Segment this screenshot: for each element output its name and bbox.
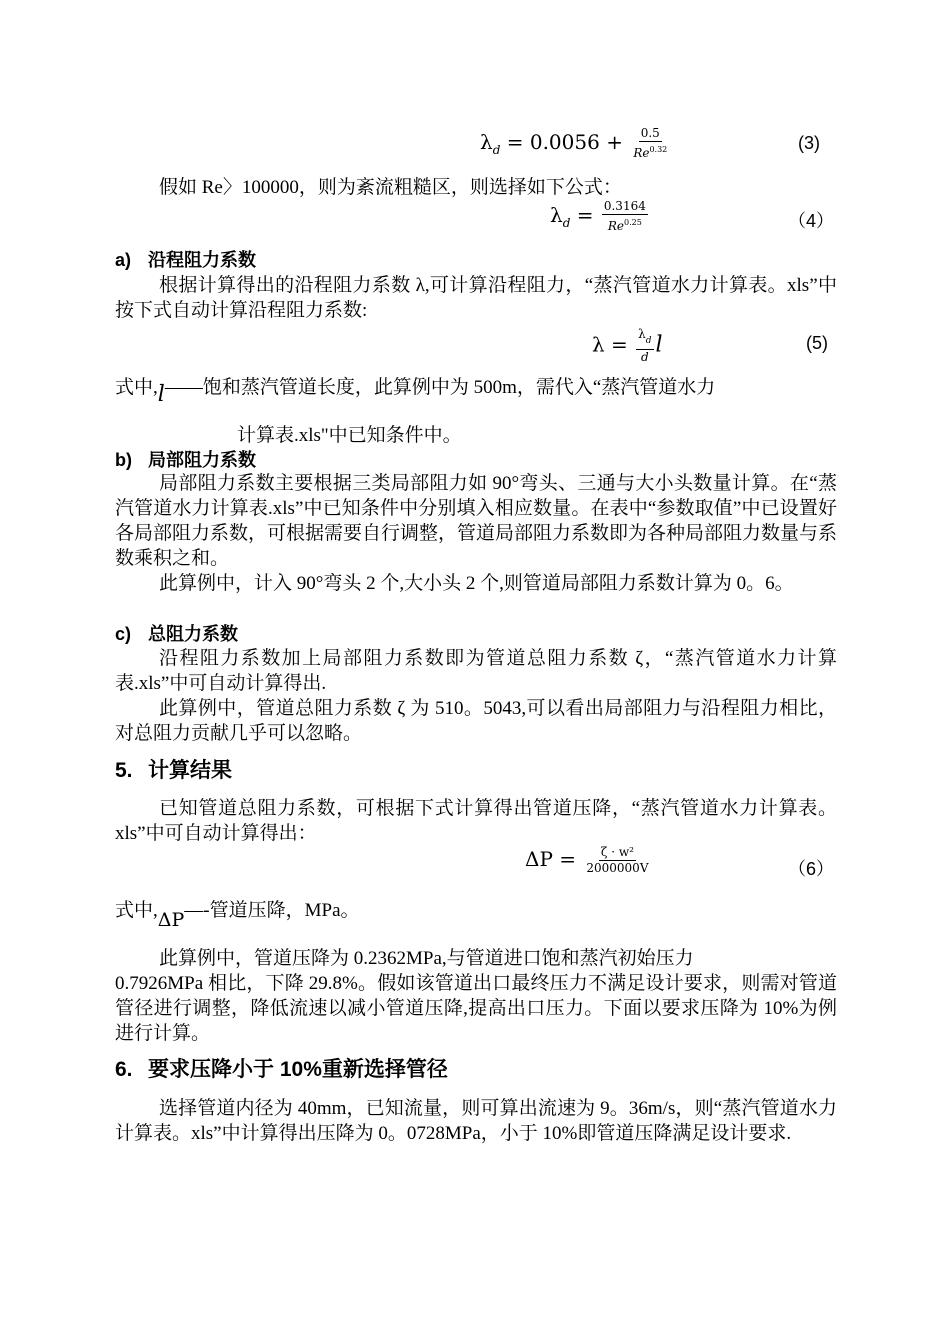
- equation-3: $\lambda_d = 0.0056$ + $\frac{0.5}{Re^{0.32}}$: [480, 126, 668, 160]
- equation-number-5: (5): [806, 333, 828, 353]
- paragraph-5c-rest: 0.7926MPa 相比，下降 29.8%。假如该管道出口最终压力不满足设计要求，则需对管道管径进行调整，降低流速以减小管道压降,提高出口压力。下面以要求压降为 10%为例进行计算。: [115, 973, 837, 1044]
- paragraph-c1: 沿程阻力系数加上局部阻力系数即为管道总阻力系数 ζ，“蒸汽管道水力计算表.xls”中可自动计算得出.: [115, 648, 837, 694]
- paragraph-a1: 根据计算得出的沿程阻力系数 λ,可计算沿程阻力，“蒸汽管道水力计算表。xls”中按下式自动计算沿程阻力系数:: [115, 275, 837, 321]
- equation-number-6: （6）: [788, 859, 835, 879]
- equation-number-4: （4）: [788, 211, 835, 231]
- paragraph-b1: 局部阻力系数主要根据三类局部阻力如 90°弯头、三通与大小头数量计算。在“蒸汽管道水力计算表.xls”中已知条件中分别填入相应数量。在表中“参数取值”中已设置好各局部阻力系数，可根据需要自行调整，管道局部阻力系数即为各种局部阻力数量与系数乘积之和。: [115, 473, 838, 569]
- paragraph-b2: 此算例中，计入 90°弯头 2 个,大小头 2 个,则管道局部阻力系数计算为 0。6。: [159, 573, 794, 594]
- heading-a: a) 沿程阻力系数: [115, 250, 256, 270]
- heading-b: b) 局部阻力系数: [115, 450, 256, 470]
- heading-section-6: 6. 要求压降小于 10%重新选择管径: [115, 1058, 448, 1081]
- paragraph-6: 选择管道内径为 40mm，已知流量，则可算出流速为 9。36m/s，则“蒸汽管道水力计算表。xls”中计算得出压降为 0。0728MPa，小于 10%即管道压降满足设计要求.: [115, 1098, 837, 1144]
- paragraph-5c-line1: 此算例中，管道压降为 0.2362MPa,与管道进口饱和蒸汽初始压力: [159, 948, 694, 969]
- equation-5: λ = $\frac{\lambda_d}{d}$ l: [592, 327, 663, 364]
- paragraph-a3: 计算表.xls"中已知条件中。: [237, 425, 462, 446]
- heading-section-5: 5. 计算结果: [115, 759, 232, 782]
- equation-4: $\lambda_d$ = $\frac{0.3164}{Re^{0.25}}$: [550, 199, 646, 233]
- paragraph-c2: 此算例中，管道总阻力系数 ζ 为 510。5043,可以看出局部阻力与沿程阻力相比，对总阻力贡献几乎可以忽略。: [115, 698, 837, 744]
- paragraph-5b: 式中,ΔP—-管道压降，MPa。: [115, 900, 360, 931]
- paragraph-turbulent: 假如 Re〉100000，则为紊流粗糙区，则选择如下公式：: [159, 177, 622, 198]
- paragraph-a2: 式中,l——饱和蒸汽管道长度，此算例中为 500m，需代入“蒸汽管道水力: [115, 377, 716, 407]
- paragraph-5a: 已知管道总阻力系数，可根据下式计算得出管道压降，“蒸汽管道水力计算表。xls”中可自动计算得出：: [115, 798, 837, 844]
- heading-c: c) 总阻力系数: [115, 624, 238, 644]
- equation-number-3: (3): [798, 133, 820, 153]
- equation-6: ΔP = $\frac{\text{ζ · w²}}{2000000V}$: [525, 845, 649, 875]
